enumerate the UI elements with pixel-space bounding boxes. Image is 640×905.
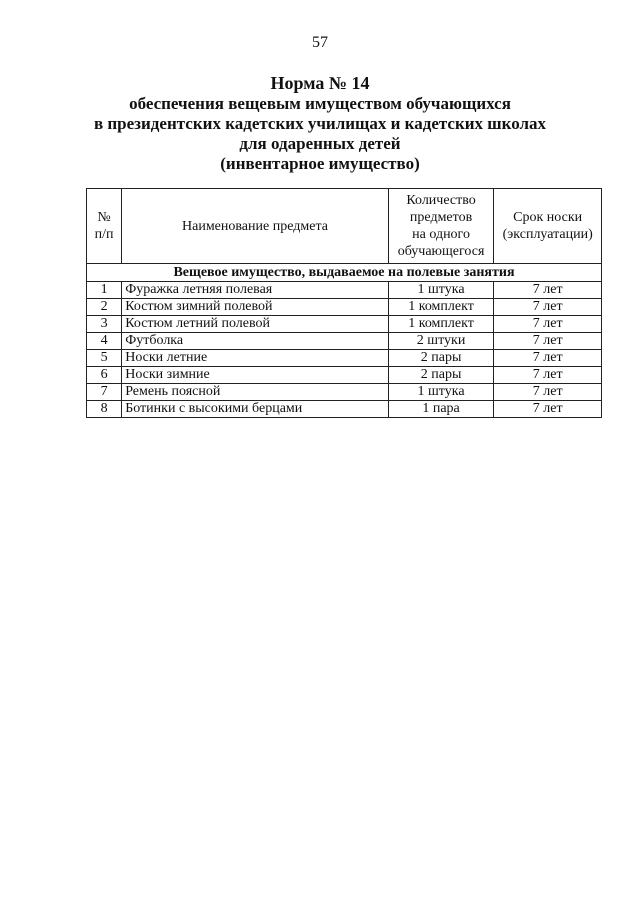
row-wear-term: 7 лет (494, 299, 602, 316)
row-item-name: Ремень поясной (122, 384, 389, 401)
row-number: 1 (87, 282, 122, 299)
table-row (87, 401, 602, 418)
title-line: обеспечения вещевым имуществом обучающихся (129, 94, 511, 113)
table-header-row (87, 189, 602, 264)
row-number: 2 (87, 299, 122, 316)
table-row (87, 384, 602, 401)
header-item-name: Наименование предмета (122, 189, 389, 264)
header-number-line: п/п (94, 227, 114, 242)
row-number: 3 (87, 316, 122, 333)
row-wear-term: 7 лет (494, 333, 602, 350)
row-wear-term: 7 лет (494, 401, 602, 418)
header-wear-term-line: Срок носки (513, 210, 583, 225)
row-wear-term: 7 лет (494, 316, 602, 333)
header-quantity-line: Количество (406, 193, 476, 208)
header-number-line: № (97, 210, 111, 225)
table-row (87, 333, 602, 350)
row-item-name: Костюм зимний полевой (122, 299, 389, 316)
header-wear-term-line: (эксплуатации) (502, 227, 593, 242)
row-item-name: Фуражка летняя полевая (122, 282, 389, 299)
title-line: в президентских кадетских училищах и кадетских школах (93, 114, 547, 133)
row-number: 8 (87, 401, 122, 418)
header-wear-term (494, 189, 602, 264)
table-row (87, 299, 602, 316)
row-item-name: Ботинки с высокими берцами (122, 401, 389, 418)
row-number: 6 (87, 367, 122, 384)
row-item-name: Носки летние (122, 350, 389, 367)
row-item-name: Носки зимние (122, 367, 389, 384)
header-quantity-line: предметов (409, 210, 473, 225)
row-number: 7 (87, 384, 122, 401)
table-row (87, 350, 602, 367)
page-number: 57 (312, 34, 328, 51)
row-quantity: 1 комплект (388, 299, 494, 316)
row-item-name: Костюм летний полевой (122, 316, 389, 333)
document-title (0, 72, 640, 174)
norm-table (86, 188, 602, 418)
row-wear-term: 7 лет (494, 384, 602, 401)
table-row (87, 316, 602, 333)
norm-title: Норма № 14 (270, 73, 370, 93)
row-quantity: 1 пара (388, 401, 494, 418)
row-item-name: Футболка (122, 333, 389, 350)
table-row (87, 367, 602, 384)
row-quantity: 1 штука (388, 282, 494, 299)
row-quantity: 1 комплект (388, 316, 494, 333)
header-quantity-line: обучающегося (397, 244, 485, 259)
header-quantity-line: на одного (412, 227, 470, 242)
header-number (87, 189, 122, 264)
row-quantity: 2 штуки (388, 333, 494, 350)
row-number: 4 (87, 333, 122, 350)
row-quantity: 2 пары (388, 350, 494, 367)
section-row (87, 264, 602, 282)
row-wear-term: 7 лет (494, 282, 602, 299)
row-number: 5 (87, 350, 122, 367)
row-quantity: 2 пары (388, 367, 494, 384)
title-line: (инвентарное имущество) (220, 154, 420, 173)
title-line: для одаренных детей (239, 134, 401, 153)
table-row (87, 282, 602, 299)
row-wear-term: 7 лет (494, 350, 602, 367)
row-quantity: 1 штука (388, 384, 494, 401)
row-wear-term: 7 лет (494, 367, 602, 384)
section-title: Вещевое имущество, выдаваемое на полевые занятия (87, 264, 602, 282)
header-quantity (388, 189, 494, 264)
